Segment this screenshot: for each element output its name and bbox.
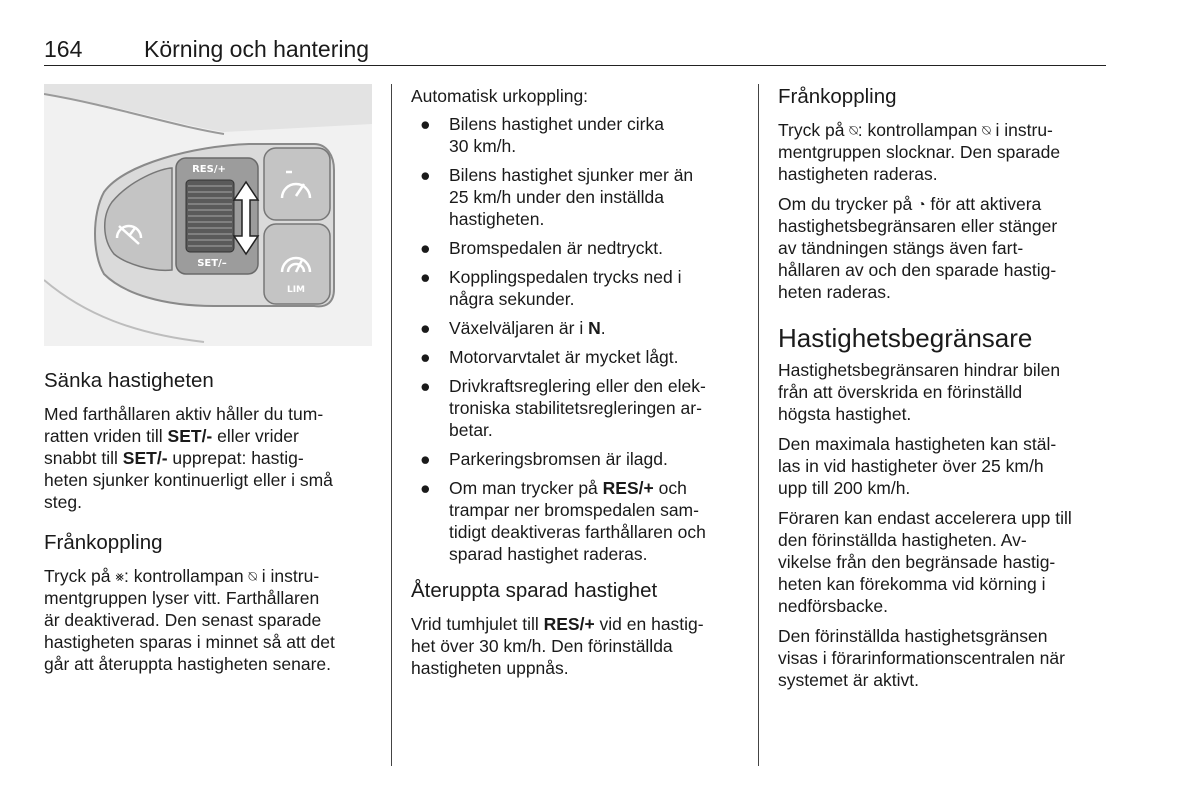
list-item: ● Växelväljaren är i N. (420, 318, 606, 338)
column-3 (778, 85, 1114, 699)
limiter-paragraph-2: Den maximala hastigheten kan stäl- las in vid hastigheter över 25 km/h upp till 200 km/h. (778, 434, 1057, 498)
list-item: ● Parkeringsbromsen är ilagd. (420, 449, 668, 469)
page-header (44, 36, 1106, 66)
column-2 (411, 85, 747, 687)
disengage-paragraph-2: Tryck på ⍉: kontrollampan ⍉ i instru- mentgruppen slocknar. Den sparade hastigheten raderas. (778, 120, 1061, 184)
speed-limiter-icon: ◔ (917, 196, 926, 212)
page-number: 164 (44, 36, 83, 62)
auto-disengage-intro: Automatisk urkoppling: (411, 86, 589, 106)
list-item: ● Motorvarvtalet är mycket lågt. (420, 347, 679, 367)
list-item: ● Bilens hastighet under cirka 30 km/h. (420, 114, 664, 156)
cruise-on-icon: ⍉ (849, 122, 858, 138)
column-divider-1 (391, 84, 392, 766)
header-rule (44, 65, 1106, 66)
resume-paragraph: Vrid tumhjulet till RES/+ vid en hastig- het över 30 km/h. Den förinställda hastigheten uppnås. (411, 614, 704, 678)
limiter-paragraph-1: Hastighetsbegränsaren hindrar bilen från att överskrida en förinställd högsta hastighet. (778, 360, 1061, 424)
lim-label: LIM (286, 285, 306, 295)
heading-decrease-speed: Sänka hastigheten (44, 369, 214, 392)
cruise-on-icon: ⍉ (248, 568, 257, 584)
auto-disengage-list (411, 113, 747, 565)
disengage-paragraph-1: Tryck på ⨳: kontrollampan ⍉ i instru- mentgruppen lyser vitt. Farthållaren är deaktiverad. Den senast sparade hastigheten sparas i minnet så att det går att återuppta hastigheten senare. (44, 566, 335, 674)
column-1 (44, 369, 380, 683)
list-item: ● Kopplingspedalen trycks ned i några sekunder. (420, 267, 682, 309)
steering-wheel-illustration (44, 84, 372, 346)
heading-resume-speed: Återuppta sparad hastighet (411, 579, 658, 602)
list-item: ● Bromspedalen är nedtryckt. (420, 238, 663, 258)
limiter-switch-paragraph: Om du trycker på ◔ för att aktivera hastighetsbegränsaren eller stänger av tändningen stängs även fart- hållaren av och den sparade hastig- heten raderas. (778, 194, 1058, 302)
heading-speed-limiter: Hastighetsbegränsare (778, 323, 1033, 353)
list-item: ● Om man trycker på RES/+ och trampar ner bromspedalen sam- tidigt deaktiveras farthållaren och sparad hastighet raderas. (420, 478, 706, 564)
steering-wheel-controls-figure (44, 84, 372, 346)
list-item: ● Bilens hastighet sjunker mer än 25 km/h under den inställda hastigheten. (420, 165, 694, 229)
cruise-cancel-icon: ⨳ (115, 568, 124, 584)
decrease-paragraph: Med farthållaren aktiv håller du tum- ratten vriden till SET/- eller vrider snabbt till SET/- upprepat: hastig- heten sjunker kontinuerligt eller i små steg. (44, 404, 333, 512)
limiter-paragraph-3: Föraren kan endast accelerera upp till den förinställda hastigheten. Av- vikelse från den begränsade hastig- heten kan förekomma vid körning i nedförsbacke. (778, 508, 1072, 616)
res-label: RES/+ (192, 164, 226, 175)
column-divider-2 (758, 84, 759, 766)
list-item: ● Drivkraftsreglering eller den elek- troniska stabilitetsregleringen ar- betar. (420, 376, 706, 440)
cruise-on-icon: ⍉ (982, 122, 991, 138)
running-title: Körning och hantering (144, 36, 370, 62)
limiter-paragraph-4: Den förinställda hastighetsgränsen visas i förarinformationscentralen när systemet är aktivt. (778, 626, 1065, 690)
heading-disengage-2: Frånkoppling (778, 85, 897, 108)
heading-disengage-1: Frånkoppling (44, 531, 163, 554)
set-label: SET/– (197, 258, 227, 269)
